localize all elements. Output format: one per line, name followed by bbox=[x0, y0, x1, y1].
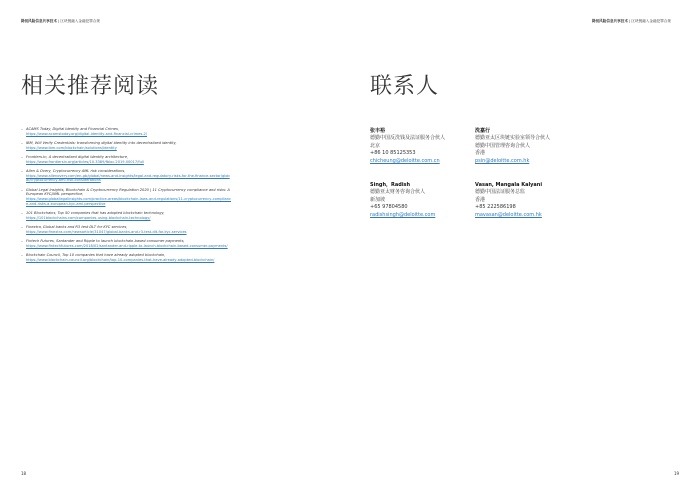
contact-location: 北京 bbox=[370, 142, 381, 149]
bullet-mark: – bbox=[21, 127, 23, 131]
reference-text: Fintech Futures, Santander and Ripple to launch blockchain-based consumer payments, bbox=[26, 239, 185, 244]
reference-link[interactable]: https://www.finextra.com/newsarticle/31047/global-banks-and-r3-test-dlt-for-kyc-services bbox=[26, 229, 187, 234]
reference-link[interactable]: https://www.blockchain-council.org/blockchain/top-10-companies-that-have-already-adopted-blockchain/ bbox=[26, 257, 215, 262]
contact-card bbox=[370, 128, 470, 165]
bullet-mark: – bbox=[21, 141, 23, 145]
reference-list bbox=[21, 127, 231, 267]
list-item bbox=[21, 211, 231, 220]
reference-link[interactable]: https://101blockchains.com/companies-using-blockchain-technology/ bbox=[26, 215, 151, 220]
contact-name: Vasan, Mangala Kalyani bbox=[475, 182, 543, 188]
contact-card bbox=[475, 128, 575, 165]
reference-link[interactable]: https://www.allenovery.com/en-gb/global/news-and-insights/legal-and-regulatory-risks-for-the-finance-sector/global/cryptocurrency-aml-risk-considerations bbox=[26, 173, 230, 183]
list-item bbox=[21, 188, 231, 207]
page-title-contacts: 联系人 bbox=[370, 74, 440, 99]
contact-email-link[interactable]: mavasan@deloitte.com.hk bbox=[475, 211, 542, 218]
reference-text: 101 Blockchains, Top 50 companies that has adopted blockchain technology, bbox=[26, 211, 165, 216]
header-right-rest: | 区块链融入金融犯罪合规 bbox=[627, 19, 671, 23]
contact-email-link[interactable]: radishsingh@deloitte.com bbox=[370, 211, 436, 218]
list-item bbox=[21, 141, 231, 150]
list-item bbox=[21, 253, 231, 262]
reference-text: Finextra, Global banks and R3 test DLT for KYC services, bbox=[26, 225, 128, 230]
bullet-mark: – bbox=[21, 253, 23, 258]
page-number-right: 19 bbox=[674, 471, 680, 476]
contact-title: 德勤亚太区块链实验室领导合伙人 bbox=[475, 135, 551, 142]
contact-title-2: 德勤中国管理咨询合伙人 bbox=[475, 142, 531, 149]
running-header-left bbox=[21, 19, 100, 24]
contact-title: 德勤中国反洗钱及法证服务合伙人 bbox=[370, 135, 446, 142]
reference-text: IBM, Will Verify Credentials: transforming digital identity into decentralized identity, bbox=[26, 141, 177, 145]
reference-link[interactable]: https://www.globallegalinsights.com/practice-areas/blockchain-laws-and-regulations/11-cryptocurrency-compliance-and-risks-a-european-kyc-aml-perspective bbox=[26, 197, 232, 206]
bullet-mark: – bbox=[21, 239, 23, 244]
bullet-mark: – bbox=[21, 187, 23, 192]
reference-link[interactable]: https://www.frontiersin.org/articles/10.3389/fbloc.2019.00017/full bbox=[26, 159, 144, 164]
list-item bbox=[21, 239, 231, 248]
list-item bbox=[21, 155, 231, 164]
contact-phone: +85 222586198 bbox=[475, 204, 516, 211]
reference-text: Frontiers.In, A decentralized digital identity architecture, bbox=[26, 155, 129, 159]
bullet-mark: – bbox=[21, 225, 23, 230]
contact-location: 香港 bbox=[475, 150, 486, 157]
list-item bbox=[21, 169, 231, 183]
header-right-bold: 降低风险信息共享技术 bbox=[592, 19, 628, 23]
contact-phone: +86 10 85125353 bbox=[370, 150, 416, 157]
reference-link[interactable]: https://www.acamstoday.org/digital-identity-and-financial-crimes-2/ bbox=[26, 131, 148, 136]
header-left-bold: 降低风险信息共享技术 bbox=[21, 19, 57, 23]
reference-text: Blockchain Council, Top 10 companies that have already adopted blockchain, bbox=[26, 253, 166, 258]
page-title-reading: 相关推荐阅读 bbox=[21, 74, 160, 99]
contact-card bbox=[475, 182, 575, 219]
reference-text: Allen & Overy, Cryptocurrency AML risk considerations, bbox=[26, 169, 126, 173]
contact-location: 新加坡 bbox=[370, 196, 386, 203]
bullet-mark: – bbox=[21, 211, 23, 216]
running-header-right bbox=[592, 19, 671, 24]
contact-email-link[interactable]: chicheung@deloitte.com.cn bbox=[370, 157, 440, 164]
header-left-rest: | 区块链融入金融犯罪合规 bbox=[56, 19, 100, 23]
bullet-mark: – bbox=[21, 155, 23, 159]
bullet-mark: – bbox=[21, 169, 23, 173]
contact-title: 德勤亚太财务咨询合伙人 bbox=[370, 189, 426, 196]
reference-link[interactable]: https://www.fintechfutures.com/2018/02/santander-and-ripple-to-launch-blockchain-based-consumer-payments/ bbox=[26, 243, 228, 248]
contact-name: Singh，Radish bbox=[370, 182, 411, 188]
page-number-left: 18 bbox=[21, 471, 27, 476]
contact-email-link[interactable]: psin@deloitte.com.hk bbox=[475, 157, 530, 164]
contact-name: 洗嘉行 bbox=[475, 128, 491, 134]
contact-title: 德勤中国法证服务总监 bbox=[475, 189, 526, 196]
list-item bbox=[21, 225, 231, 234]
reference-link[interactable]: https://www.ibm.com/blockchain/solutions/identity bbox=[26, 145, 117, 150]
contact-location: 香港 bbox=[475, 196, 486, 203]
contact-name: 张丰裕 bbox=[370, 128, 386, 134]
contact-card bbox=[370, 182, 470, 219]
list-item bbox=[21, 127, 231, 136]
reference-text: Global Legal Insights, Blockchain & Cryptocurrency Regulation 2020 | 11 Cryptocurrency compliance and risks: A European KYC/AML perspective, bbox=[26, 187, 230, 197]
reference-text: ACAMS Today, Digital Identity and Financial Crimes, bbox=[26, 127, 119, 131]
contact-phone: +65 97804580 bbox=[370, 204, 408, 211]
